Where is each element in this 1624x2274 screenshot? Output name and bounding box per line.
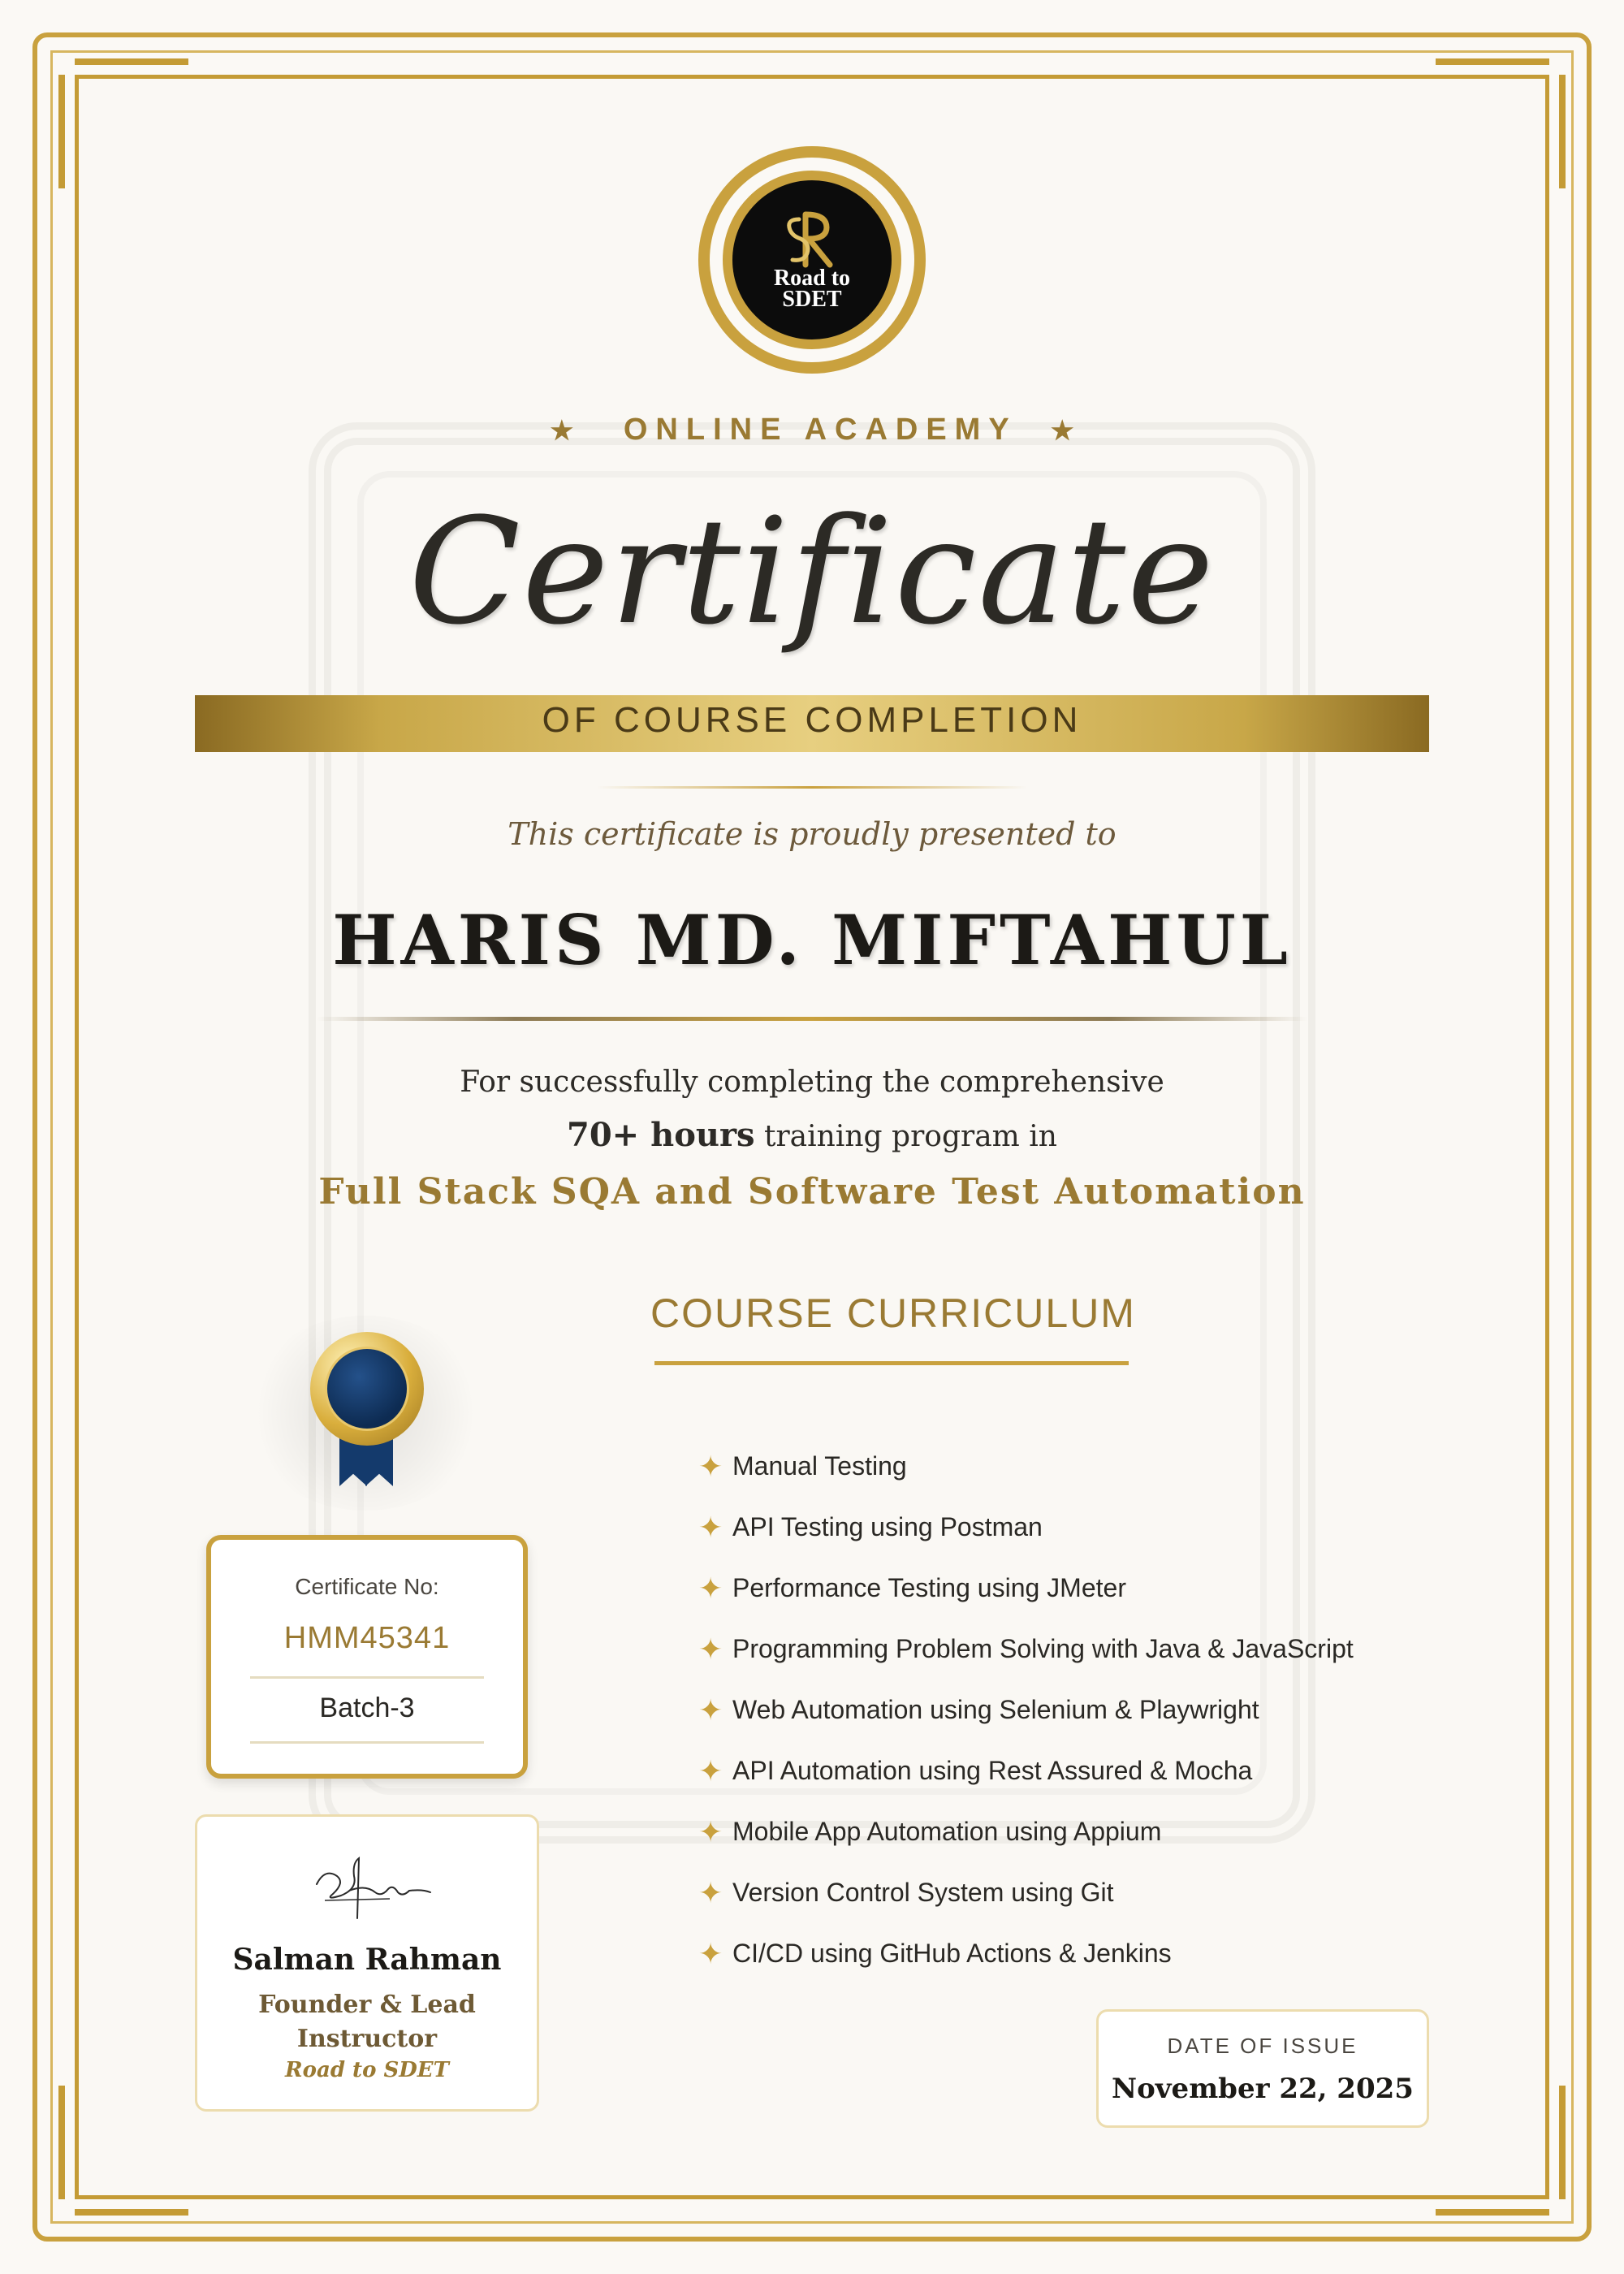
description-line1: For successfully completing the comprehensive <box>460 1066 1164 1099</box>
curriculum-item: Manual Testing <box>732 1451 907 1481</box>
curriculum-item: API Automation using Rest Assured & Mocha <box>732 1756 1253 1785</box>
description-line2-rest: training program in <box>754 1120 1057 1153</box>
corner-accent-tr <box>1436 58 1549 65</box>
curriculum-item: Mobile App Automation using Appium <box>732 1817 1162 1846</box>
sparkle-bullet-icon: ✦ <box>698 1693 723 1727</box>
sparkle-bullet-icon: ✦ <box>698 1510 723 1544</box>
logo-sr-monogram-icon <box>763 208 861 273</box>
list-item <box>698 1801 1527 1862</box>
corner-accent-tl <box>75 58 188 65</box>
sparkle-bullet-icon: ✦ <box>698 1753 723 1788</box>
sparkle-bullet-icon: ✦ <box>698 1936 723 1970</box>
issue-date-card <box>1096 2009 1429 2128</box>
corner-accent-tr-v <box>1559 75 1566 188</box>
certificate-number-label: Certificate No: <box>295 1574 439 1599</box>
list-item <box>698 1740 1527 1801</box>
sparkle-bullet-icon: ✦ <box>698 1814 723 1848</box>
logo-text <box>732 268 892 310</box>
curriculum-item: API Testing using Postman <box>732 1512 1043 1541</box>
academy-label-text: ONLINE ACADEMY <box>623 413 1017 447</box>
curriculum-item: Programming Problem Solving with Java & JavaScript <box>732 1634 1354 1663</box>
list-item <box>698 1619 1527 1680</box>
recipient-name: HARIS MD. MIFTAHUL <box>332 900 1292 980</box>
star-icon: ★ <box>550 416 574 445</box>
name-underline <box>317 1017 1307 1021</box>
curriculum-title: COURSE CURRICULUM <box>650 1290 1136 1336</box>
list-item <box>698 1680 1527 1740</box>
curriculum-list <box>698 1436 1527 1984</box>
signatory-role-line1: Founder & Lead <box>258 1991 476 2019</box>
list-item <box>698 1436 1527 1497</box>
list-item <box>698 1862 1527 1923</box>
certificate-title: Certificate <box>408 487 1216 657</box>
signatory-name: Salman Rahman <box>232 1943 502 1977</box>
curriculum-item: Version Control System using Git <box>732 1878 1114 1907</box>
certificate-divider <box>250 1741 484 1744</box>
list-item <box>698 1497 1527 1558</box>
corner-accent-br <box>1436 2209 1549 2216</box>
signatory-role <box>195 1988 539 2056</box>
curriculum-underline <box>654 1361 1129 1365</box>
star-icon: ★ <box>1050 416 1074 445</box>
sparkle-bullet-icon: ✦ <box>698 1571 723 1605</box>
sparkle-bullet-icon: ✦ <box>698 1875 723 1909</box>
divider <box>597 786 1027 789</box>
list-item <box>698 1558 1527 1619</box>
presented-to-line: This certificate is proudly presented to <box>508 816 1116 852</box>
logo-text-line2: SDET <box>782 287 842 312</box>
signatory-role-line2: Instructor <box>296 2025 438 2053</box>
certificate-divider <box>250 1676 484 1679</box>
issue-date: November 22, 2025 <box>1112 2073 1414 2105</box>
batch-label: Batch-3 <box>319 1693 415 1723</box>
issue-date-label: DATE OF ISSUE <box>1167 2034 1358 2058</box>
subtitle-text: OF COURSE COMPLETION <box>542 700 1082 740</box>
signatory-organization: Road to SDET <box>285 2058 449 2082</box>
curriculum-item: Performance Testing using JMeter <box>732 1573 1126 1602</box>
corner-accent-br-v <box>1559 2086 1566 2199</box>
sparkle-bullet-icon: ✦ <box>698 1449 723 1483</box>
academy-label <box>0 413 1624 447</box>
curriculum-item: CI/CD using GitHub Actions & Jenkins <box>732 1939 1172 1968</box>
corner-accent-tl-v <box>58 75 65 188</box>
logo-text-line1: Road to <box>773 266 851 291</box>
course-name: Full Stack SQA and Software Test Automation <box>318 1171 1306 1213</box>
training-hours: 70+ hours <box>567 1116 755 1154</box>
curriculum-item: Web Automation using Selenium & Playwright <box>732 1695 1259 1724</box>
sparkle-bullet-icon: ✦ <box>698 1632 723 1666</box>
corner-accent-bl-v <box>58 2086 65 2199</box>
medal-center <box>325 1347 409 1431</box>
corner-accent-bl <box>75 2209 188 2216</box>
handwritten-signature <box>300 1844 438 1933</box>
certificate-number: HMM45341 <box>283 1621 451 1655</box>
list-item <box>698 1923 1527 1984</box>
description-line2 <box>0 1116 1624 1154</box>
